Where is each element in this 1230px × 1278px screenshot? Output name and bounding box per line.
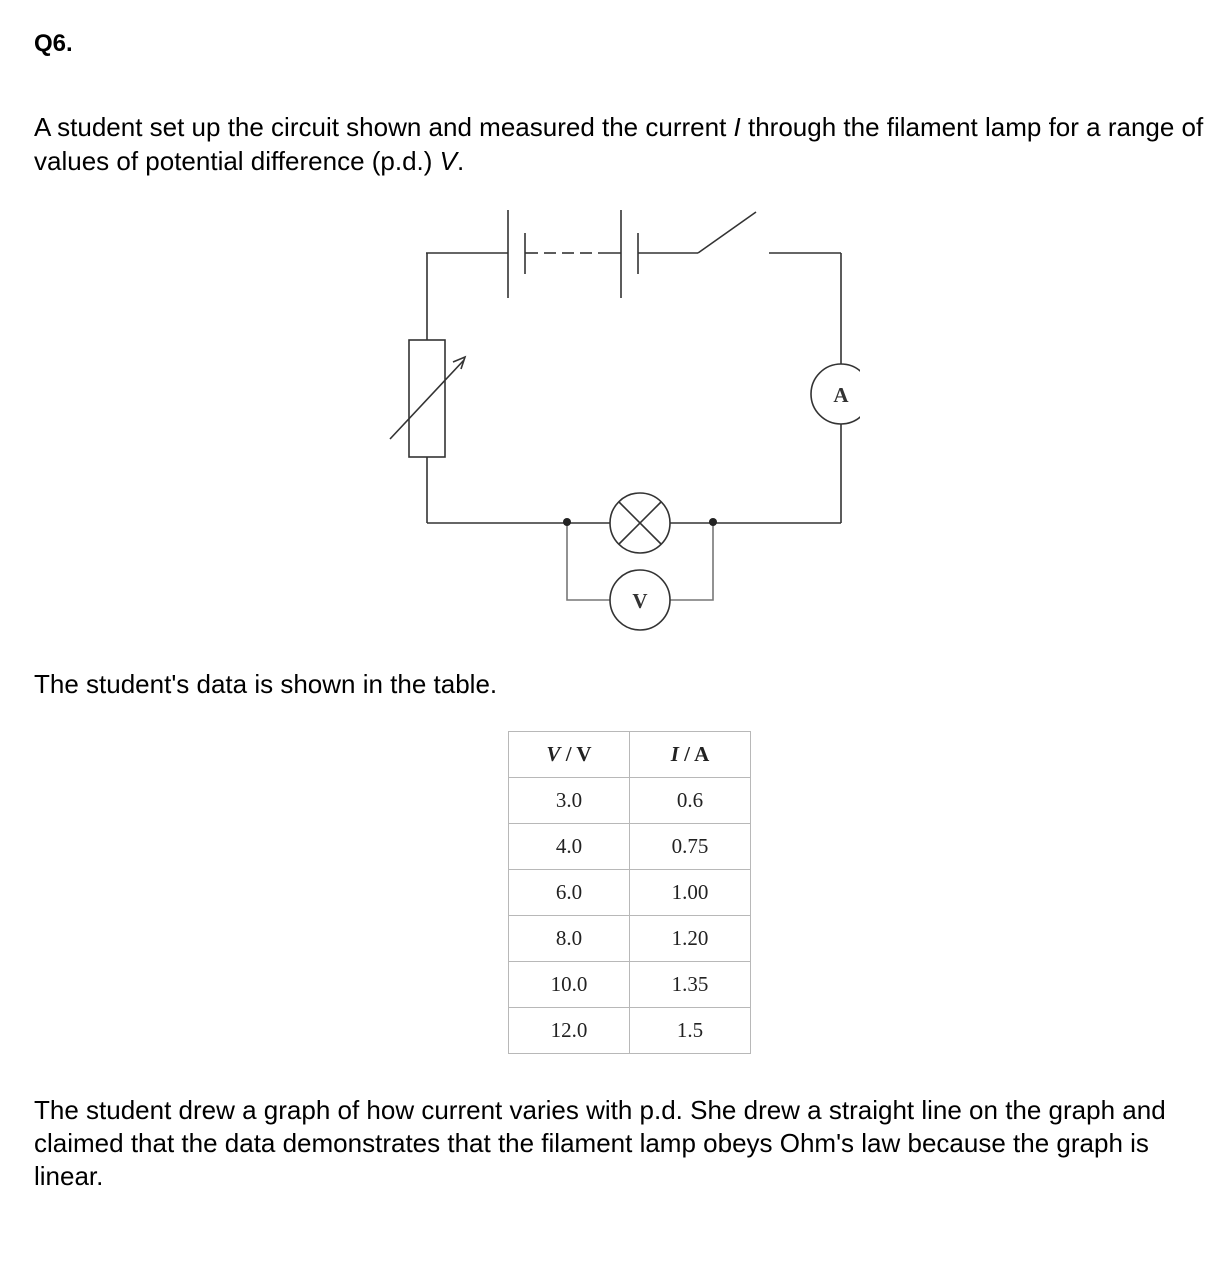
open-switch-icon xyxy=(638,212,841,253)
cell-pd: 10.0 xyxy=(509,962,630,1008)
table-row xyxy=(509,962,751,1008)
cell-current: 0.6 xyxy=(630,778,751,824)
variable-resistor-icon xyxy=(390,340,465,457)
table-row xyxy=(509,1008,751,1054)
ammeter-icon xyxy=(811,364,860,424)
circuit-diagram xyxy=(380,200,860,640)
cell-current: 1.00 xyxy=(630,870,751,916)
wire-top-left xyxy=(426,253,508,340)
data-table xyxy=(508,731,751,1054)
cell-current: 0.75 xyxy=(630,824,751,870)
junction-left xyxy=(563,518,571,526)
intro-text-2: through the filament lamp for a range of values of potential difference (p.d.) xyxy=(34,112,1204,176)
battery-icon xyxy=(508,210,638,298)
cell-pd: 6.0 xyxy=(509,870,630,916)
table-row xyxy=(509,778,751,824)
question-outro: The student drew a graph of how current varies with p.d. She drew a straight line on the graph and claimed that the data demonstrates that the filament lamp obeys Ohm's law because the graph is linear. xyxy=(34,1095,1166,1191)
table-intro: The student's data is shown in the table. xyxy=(34,669,498,699)
filament-lamp-icon xyxy=(610,493,670,553)
ammeter-label: A xyxy=(833,383,849,407)
voltmeter-icon xyxy=(610,570,670,630)
table-row xyxy=(509,870,751,916)
table-row xyxy=(509,916,751,962)
question-number: Q6. xyxy=(34,30,73,57)
intro-text-3: . xyxy=(457,146,465,176)
header-current-symbol: I xyxy=(670,742,679,766)
cell-pd: 3.0 xyxy=(509,778,630,824)
header-pd-symbol: V xyxy=(546,742,561,766)
cell-pd: 4.0 xyxy=(509,824,630,870)
cell-current: 1.20 xyxy=(630,916,751,962)
junction-right xyxy=(709,518,717,526)
table-header-row xyxy=(509,732,751,778)
table-row xyxy=(509,824,751,870)
cell-pd: 8.0 xyxy=(509,916,630,962)
header-current xyxy=(630,732,751,778)
cell-current: 1.5 xyxy=(630,1008,751,1054)
header-current-unit: / A xyxy=(678,742,710,766)
cell-current: 1.35 xyxy=(630,962,751,1008)
intro-text-1: A student set up the circuit shown and measured the current xyxy=(34,112,734,142)
question-intro xyxy=(34,110,1214,178)
voltmeter-label: V xyxy=(632,589,648,613)
header-pd-unit: / V xyxy=(560,742,592,766)
pd-symbol: V xyxy=(439,146,457,176)
current-symbol: I xyxy=(733,112,741,142)
header-pd xyxy=(509,732,630,778)
cell-pd: 12.0 xyxy=(509,1008,630,1054)
